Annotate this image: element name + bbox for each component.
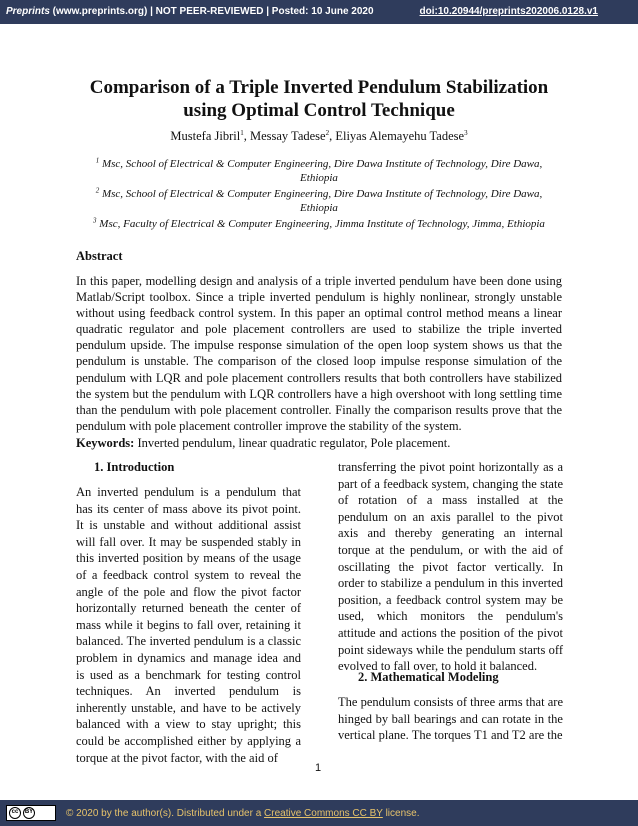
author-name: Eliyas Alemayehu Tadese [335, 129, 465, 143]
paper-title-line-2: using Optimal Control Technique [183, 100, 455, 121]
affiliation [76, 157, 562, 185]
introduction-text-left: An inverted pendulum is a pendulum that has its center of mass above its pivot point. It is unstable and without additional assist will fall over. It may be suspended stably in this inverted position by means of the usage of a feedback control system to reveal the angle of the pole and flow the pivot factor horizontally returned beneath the center of mass while it begins to fall over, retaining it balanced. The inverted pendulum is a classic problem in dynamics and manage idea and is used as a benchmark for testing control techniques. An inverted pendulum is inherently unstable, and have to be actively balanced with a view to stay upright; this could be accomplished either by applying a torque at the pivot factor, with the aid of [76, 485, 301, 765]
keywords [76, 436, 562, 451]
affiliation-mark: 1 [95, 156, 100, 165]
page-number: 1 [315, 762, 322, 774]
keywords-label: Keywords: [76, 436, 135, 450]
affiliation [76, 187, 562, 215]
license-footer [0, 800, 638, 826]
affiliation [76, 217, 562, 231]
affiliation-list [76, 157, 562, 233]
abstract-heading: Abstract [76, 249, 123, 263]
mathematical-modeling-text: The pendulum consists of three arms that are hinged by ball bearings and can rotate in the vertical plane. The torques T1 and T2 are the [338, 695, 563, 743]
affiliation-mark: 3 [93, 216, 97, 225]
abstract-text: In this paper, modelling design and analysis of a triple inverted pendulum have been done using Matlab/Script toolbox. Since a triple inverted pendulum is highly nonlinear, strongly unstable without using feedback control system. In this paper an optimal control method means a linear quadratic regulator and pole placement controllers are used to stabilize the triple inverted pendulum upside. The impulse response simulation of the open loop system shows us that the pendulum is unstable. The comparison of the closed loop impulse response simulation of the pendulum with LQR and pole placement controllers results that both controllers have stabilized the system but the pendulum with LQR controllers have a high overshoot with long settling time than the pendulum with pole placement controller. Finally the comparison results prove that the pendulum with pole placement controller improve the stability of the system. [76, 274, 562, 433]
author-name: Messay Tadese [249, 129, 326, 143]
license-link[interactable]: Creative Commons CC BY [264, 808, 383, 819]
preprint-status [6, 6, 374, 17]
author-affil-mark: 2 [325, 128, 330, 137]
keywords-text: Inverted pendulum, linear quadratic regulator, Pole placement. [134, 436, 451, 450]
cc-icon: cc [9, 807, 21, 819]
preprints-header-bar [0, 0, 638, 24]
affiliation-text: Msc, School of Electrical & Computer Engineering, Dire Dawa Institute of Technology, Dire Dawa, Ethiopia [99, 158, 543, 184]
preprints-brand[interactable]: Preprints [6, 6, 50, 17]
author-affil-mark: 3 [464, 128, 468, 137]
license-text [66, 808, 419, 819]
section-heading-mathematical-modeling: 2. Mathematical Modeling [358, 670, 499, 684]
by-icon: BY [23, 807, 35, 819]
creative-commons-badge-icon[interactable] [6, 805, 56, 821]
author-name: Mustefa Jibril [170, 129, 241, 143]
license-suffix: license. [382, 808, 420, 819]
introduction-text-right: transferring the pivot point horizontally as a part of a feedback system, changing the state of rotation of a mass installed at the pendulum on an axis parallel to the pivot axis and thereby generating an internal torque at the pendulum, or with the aid of oscillating the pivot factor vertically. In order to stabilize a pendulum in this inverted position, a feedback control system may be used, which monitors the pendulum's attitude and actions the position of the pivot point sideways while the pendulum starts off evolved to fall over, to hold it balanced. [338, 460, 563, 674]
paper-title [76, 76, 562, 122]
copyright-text: © 2020 by the author(s). Distributed under a [66, 808, 265, 819]
doi-link[interactable]: doi:10.20944/preprints202006.0128.v1 [419, 6, 598, 17]
affiliation-text: Msc, School of Electrical & Computer Engineering, Dire Dawa Institute of Technology, Dire Dawa, Ethiopia [99, 188, 543, 214]
author-affil-mark: 1 [240, 128, 244, 137]
affiliation-text: Msc, Faculty of Electrical & Computer Engineering, Jimma Institute of Technology, Jimma, Ethiopia [96, 218, 545, 230]
author-list: Mustefa Jibril$^1$, Messay Tadese$^2$, Eliyas Alemayehu Tadese$^3$ [170, 128, 468, 143]
affiliation-mark: 2 [95, 186, 100, 195]
section-heading-introduction: 1. Introduction [94, 460, 175, 474]
paper-title-line-1: Comparison of a Triple Inverted Pendulum Stabilization [89, 77, 549, 98]
preprint-posted-info: (www.preprints.org) | NOT PEER-REVIEWED | Posted: 10 June 2020 [49, 6, 374, 17]
